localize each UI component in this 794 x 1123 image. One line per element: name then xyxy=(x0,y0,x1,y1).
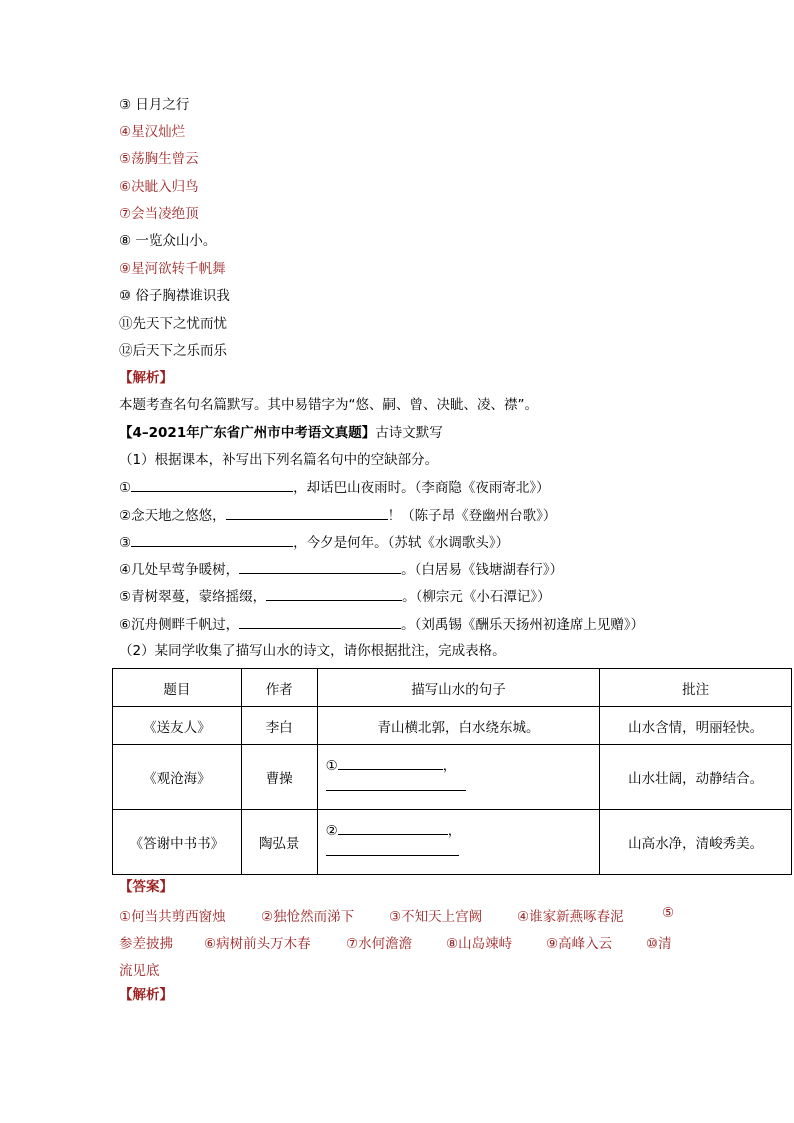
answer-item-10: ⑩ 俗子胸襟谁识我 xyxy=(119,288,230,304)
question-title xyxy=(119,424,443,442)
poem-table xyxy=(112,668,792,875)
answer-entry: ④谁家新燕啄春泥 xyxy=(517,909,624,925)
answer-item-7: ⑦会当凌绝顶 xyxy=(119,206,199,222)
answer-item-6: ⑥决眦入归鸟 xyxy=(119,179,199,195)
answer-entry: ⑥病树前头万木春 xyxy=(204,936,311,952)
table-header: 题目 xyxy=(113,669,242,707)
poem-author: 陶弘景 xyxy=(241,810,317,875)
poem-sentence-blank: ② ， xyxy=(317,810,600,875)
poem-author: 曹操 xyxy=(241,745,317,810)
table-row xyxy=(113,810,792,875)
analysis-heading-2: 【解析】 xyxy=(119,987,173,1003)
answer-entry: 流见底 xyxy=(119,963,160,979)
answer-item-8: ⑧ 一览众山小。 xyxy=(119,233,217,249)
question-part-1: （1）根据课本，补写出下列名篇名句中的空缺部分。 xyxy=(119,452,439,468)
analysis-heading: 【解析】 xyxy=(119,370,173,386)
answer-item-5: ⑤荡胸生曾云 xyxy=(119,151,199,167)
answer-entry: ⑨高峰入云 xyxy=(546,936,613,952)
table-row xyxy=(113,745,792,810)
answer-blank[interactable] xyxy=(326,841,459,856)
answer-entry: ②独怆然而涕下 xyxy=(261,909,355,925)
answer-entry: ⑩清 xyxy=(646,936,672,952)
fill-item-1: ① ，却话巴山夜雨时。（李商隐《夜雨寄北》） xyxy=(119,480,550,496)
answer-item-9: ⑨星河欲转千帆舞 xyxy=(119,261,226,277)
question-source: 【4–2021年广东省广州市中考语文真题】 xyxy=(119,425,376,441)
answer-blank[interactable] xyxy=(239,615,401,629)
question-part-2: （2）某同学收集了描写山水的诗文，请你根据批注，完成表格。 xyxy=(119,643,506,659)
poem-sentence-blank: ① ， xyxy=(317,745,600,810)
answer-blank[interactable] xyxy=(131,478,293,492)
fill-item-2: ②念天地之悠悠， ！（陈子昂《登幽州台歌》） xyxy=(119,508,557,524)
table-row xyxy=(113,707,792,745)
answer-entry: 参差披拂 xyxy=(119,936,173,952)
question-topic: 古诗文默写 xyxy=(375,425,443,441)
fill-item-5: ⑤青树翠蔓，蒙络摇缀， 。（柳宗元《小石潭记》） xyxy=(119,589,551,605)
poem-sentence: 青山横北郭，白水绕东城。 xyxy=(317,707,600,745)
fill-item-4: ④几处早莺争暖树， 。（白居易《钱塘湖春行》） xyxy=(119,562,564,578)
poem-title: 《观沧海》 xyxy=(113,745,242,810)
poem-title: 《答谢中书书》 xyxy=(113,810,242,875)
answer-heading: 【答案】 xyxy=(119,879,173,895)
table-header: 描写山水的句子 xyxy=(317,669,600,707)
answer-entry: ⑧山岛竦峙 xyxy=(446,936,513,952)
answer-item-11: ⑪先天下之忧而忧 xyxy=(119,316,227,332)
answer-blank[interactable] xyxy=(266,587,402,601)
answer-blank[interactable] xyxy=(338,822,448,835)
table-header: 批注 xyxy=(600,669,792,707)
poem-note: 山高水净，清峻秀美。 xyxy=(600,810,792,875)
poem-note: 山水含情，明丽轻快。 xyxy=(600,707,792,745)
table-header-row xyxy=(113,669,792,707)
answer-blank[interactable] xyxy=(239,560,401,574)
answer-item-3: ③ 日月之行 xyxy=(119,97,190,113)
answer-item-4: ④星汉灿烂 xyxy=(119,124,186,140)
poem-title: 《送友人》 xyxy=(113,707,242,745)
poem-author: 李白 xyxy=(241,707,317,745)
analysis-text: 本题考查名句名篇默写。其中易错字为“悠、嗣、曾、决眦、凌、襟”。 xyxy=(119,397,538,413)
answer-blank[interactable] xyxy=(226,506,388,520)
fill-item-3: ③ ，今夕是何年。（苏轼《水调歌头》） xyxy=(119,535,510,551)
answer-entry: ③不知天上宫阙 xyxy=(389,909,483,925)
answer-item-12: ⑫后天下之乐而乐 xyxy=(119,343,227,359)
fill-item-6: ⑥沉舟侧畔千帆过， 。（刘禹锡《酬乐天扬州初逢席上见赠》） xyxy=(119,617,645,633)
poem-note: 山水壮阔，动静结合。 xyxy=(600,745,792,810)
table-header: 作者 xyxy=(241,669,317,707)
answer-blank[interactable] xyxy=(338,757,443,770)
answer-entry: ⑦水何澹澹 xyxy=(346,936,413,952)
answer-blank[interactable] xyxy=(326,776,466,791)
answer-entry: ①何当共剪西窗烛 xyxy=(119,909,226,925)
answer-entry: ⑤ xyxy=(662,905,675,921)
answer-blank[interactable] xyxy=(131,533,293,547)
